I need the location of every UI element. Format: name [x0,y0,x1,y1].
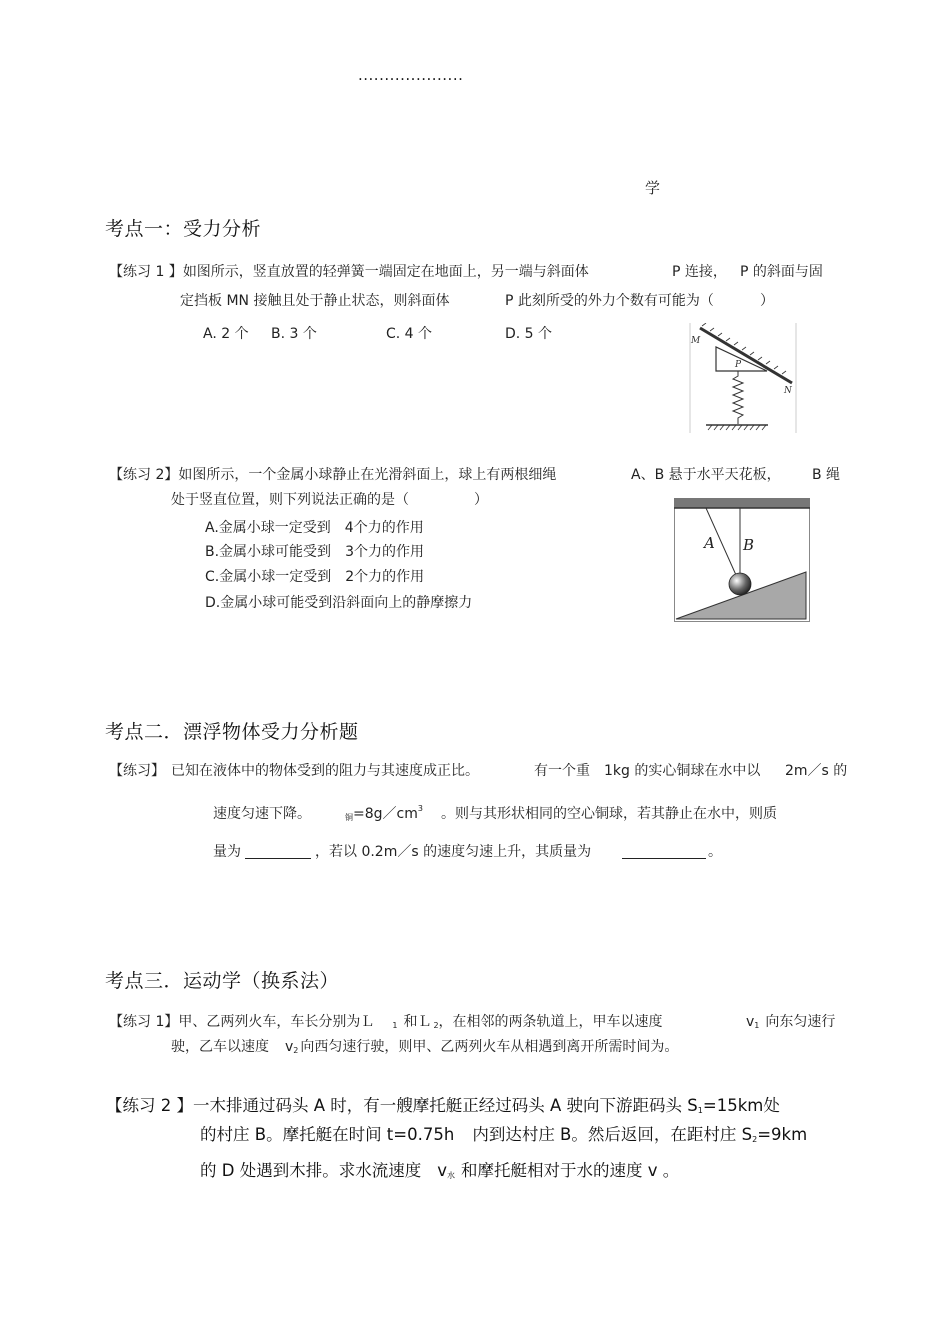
ex1-line2-b: P 此刻所受的外力个数有可能为（ [505,293,714,309]
ex1-option-a: A. 2 个 [203,326,249,342]
header-dots: .................... [358,66,464,84]
s2-line3-c: 。 [622,841,722,861]
ex1-option-c: C. 4 个 [386,326,433,342]
s3-ex2-line3: 的 D 处遇到木排。求水流速度 $v_水$ 和摩托艇相对于水的速度 v 。 [200,1161,680,1180]
s2-line2-e: 。则与其形状相同的空心铜球，若其静止在水中，则质 [441,806,777,822]
ex1-line1-c: P 的斜面与固 [740,264,823,280]
fig2-label-b: B [743,536,755,554]
figure-spring-wedge [688,323,798,435]
ex1-line1: 【练习 1 】如图所示，竖直放置的轻弹簧一端固定在地面上，另一端与斜面体 [109,264,589,280]
s3-ex1-line1: 【练习 1】甲、乙两列火车，车长分别为Ｌ $_1$ 和Ｌ $_2$，在相邻的两条轨道上，甲车以速度 [109,1014,663,1030]
s2-line1-d: 2m／s 的 [785,763,848,779]
ex2-option-c: C.金属小球一定受到 2个力的作用 [205,569,425,585]
ex1-option-b: B. 3 个 [271,326,317,342]
ex1-line1-b: P 连接， [672,264,727,280]
ex1-line2-c: ） [760,293,774,309]
ex2-option-b: B.金属小球可能受到 3个力的作用 [205,544,424,560]
fig1-label-m: M [691,336,701,346]
fig1-label-n: N [784,386,792,396]
s3-ex2-line2: 的村庄 B。摩托艇在时间 t=0.75h 内到达村庄 B。然后返回，在距村庄 $S_2=9km$ [200,1125,808,1144]
section-title-2: 考点二．漂浮物体受力分析题 [105,721,359,743]
ex2-option-a: A.金属小球一定受到 4个力的作用 [205,520,424,536]
answer-blank-2[interactable] [622,844,706,859]
section-title-1: 考点一：受力分析 [105,218,262,240]
ex1-line2: 定挡板 MN 接触且处于静止状态，则斜面体 [180,293,450,309]
s3-ex1-line1-v: $v_1$ 向东匀速行 [746,1014,836,1030]
s2-line3: 量为 ，若以 0.2m／s 的速度匀速上升，其质量为 [213,844,592,860]
answer-blank-1[interactable] [245,844,311,859]
ex2-line1-c: B 绳 [812,467,841,483]
s2-line2: 速度匀速下降。 [213,806,311,822]
fig1-label-p: P [735,360,742,370]
s3-ex2-line1: 【练习 2 】一木排通过码头 A 时，有一艘摩托艇正经过码头 A 驶向下游距码头 $S_1=15km$处 [106,1096,780,1115]
ex2-line1-b: A、B 悬于水平天花板， [631,467,781,483]
fig2-label-a: A [704,534,715,552]
ex1-option-d: D. 5 个 [505,326,553,342]
s3-ex1-line2: 驶，乙车以速度 $v_2$ 向西匀速行驶，则甲、乙两列火车从相遇到离开所需时间为。 [171,1039,679,1055]
ex2-line1: 【练习 2】如图所示，一个金属小球静止在光滑斜面上，球上有两根细绳 [109,467,557,483]
ex2-line2: 处于竖直位置，则下列说法正确的是（ [171,492,409,508]
s2-line1-b: 有一个重 [534,763,590,779]
section-title-3: 考点三．运动学（换系法） [105,970,340,992]
s2-line1: 【练习】 已知在液体中的物体受到的阻力与其速度成正比。 [109,763,479,779]
ex2-option-d: D.金属小球可能受到沿斜面向上的静摩擦力 [205,595,473,611]
s2-density: 铜$=8g/cm^3$ [345,804,423,822]
header-xue: 学 [645,179,661,197]
s2-line1-c: 1kg 的实心铜球在水中以 [604,763,761,779]
ex2-line2-b: ） [474,492,488,508]
figure-ball-incline [674,498,810,622]
